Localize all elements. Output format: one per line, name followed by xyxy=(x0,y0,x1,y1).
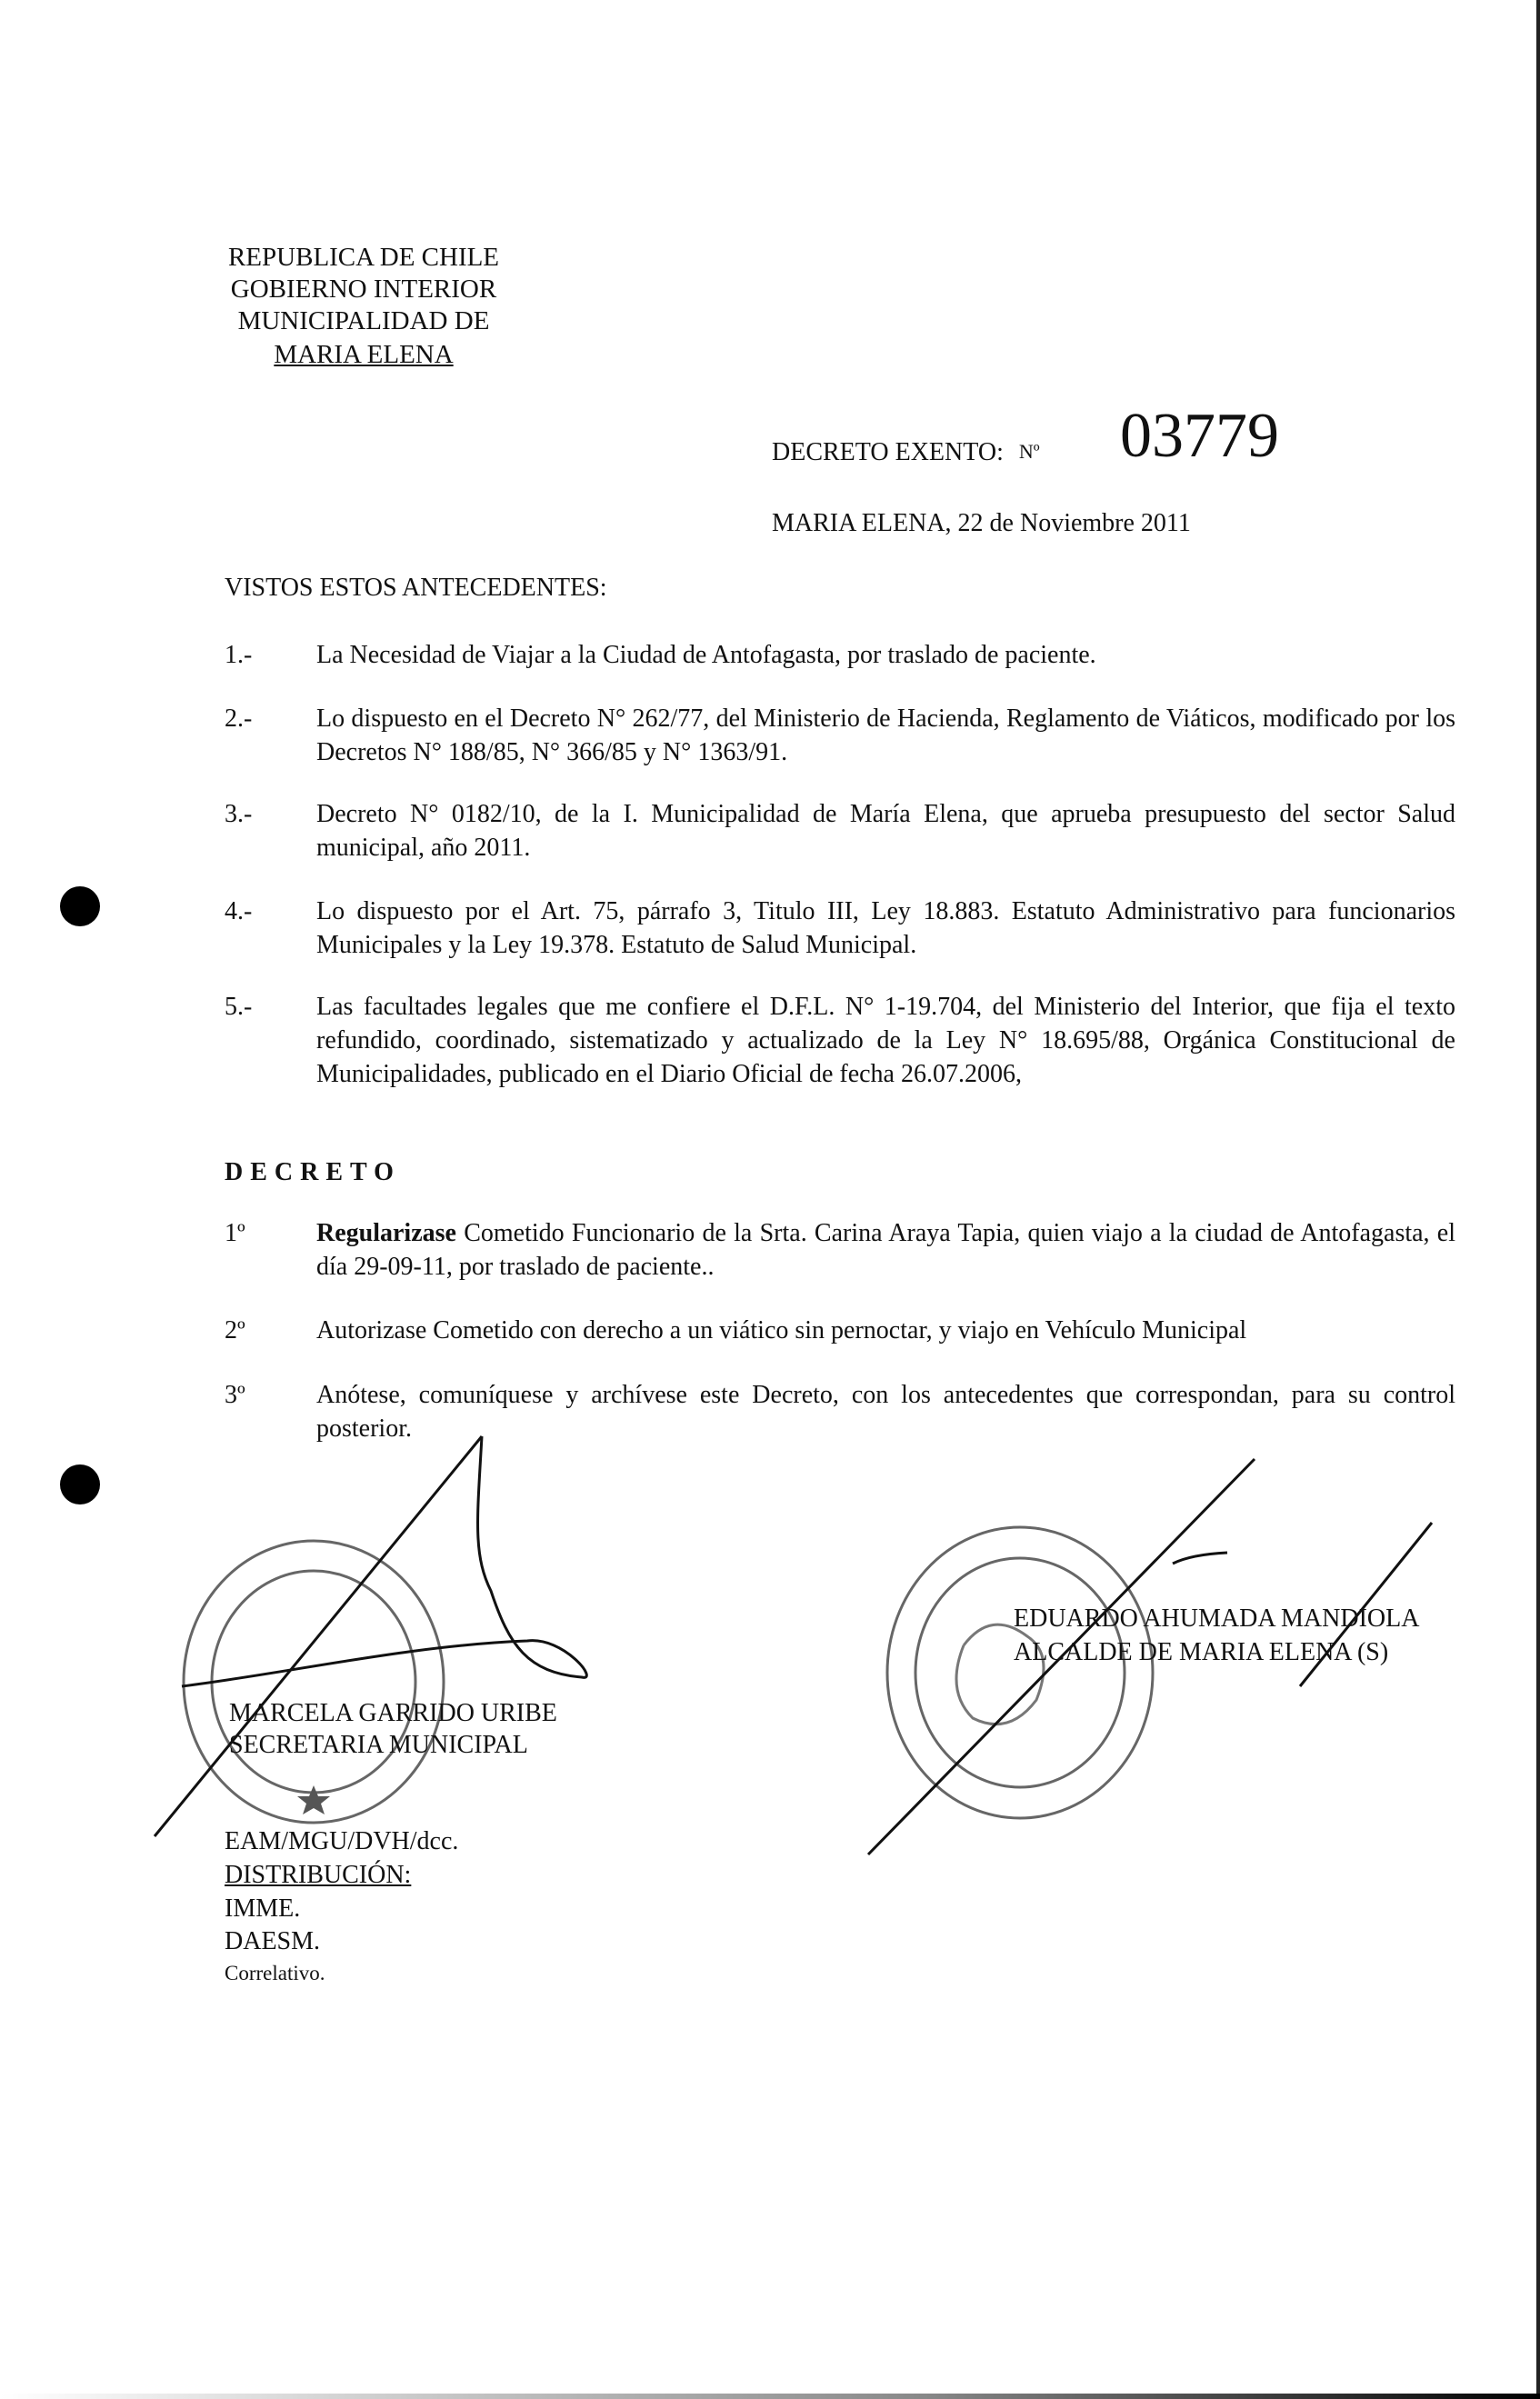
scan-edge-right xyxy=(1536,0,1540,2399)
right-signer-role: ALCALDE DE MARIA ELENA (S) xyxy=(1014,1638,1389,1666)
punch-hole xyxy=(60,886,100,926)
decree-no-label: Nº xyxy=(1018,440,1040,463)
left-signer-name: MARCELA GARRIDO URIBE xyxy=(229,1699,557,1727)
distribution-title: DISTRIBUCIÓN: xyxy=(225,1861,412,1889)
star-icon xyxy=(297,1785,330,1814)
decree-label: DECRETO EXENTO: xyxy=(772,438,1004,466)
correlativo: Correlativo. xyxy=(225,1962,325,1984)
item-text: Lo dispuesto en el Decreto N° 262/77, del Ministerio de Hacienda, Reglamento de Viáticos, modificado por los Decretos N° 188/85, N° 366/85 y N° 1363/91. xyxy=(316,705,1455,766)
article-number: 2º xyxy=(225,1316,245,1344)
article-bold: Regularizase xyxy=(316,1219,456,1247)
left-signer-role: SECRETARIA MUNICIPAL xyxy=(229,1731,528,1759)
decreto-title: DECRETO xyxy=(225,1158,401,1186)
item-number: 4.- xyxy=(225,897,253,925)
decree-heading xyxy=(772,435,1040,469)
header-line: MUNICIPALIDAD DE xyxy=(237,306,490,335)
item-number: 3.- xyxy=(225,800,253,828)
header-line: GOBIERNO INTERIOR xyxy=(230,275,497,304)
header-line: MARIA ELENA xyxy=(274,340,454,369)
item-text: Decreto N° 0182/10, de la I. Municipalidad de María Elena, que aprueba presupuesto del sector Salud municipal, año 2011. xyxy=(316,800,1455,862)
article-number: 3º xyxy=(225,1381,245,1409)
item-text: Lo dispuesto por el Art. 75, párrafo 3, Titulo III, Ley 18.883. Estatuto Administrativo para funcionarios Municipales y la Ley 19.378. Estatuto de Salud Municipal. xyxy=(316,897,1455,959)
article-text: Autorizase Cometido con derecho a un viático sin pernoctar, y viajo en Vehículo Municipal xyxy=(316,1316,1247,1344)
header-line: REPUBLICA DE CHILE xyxy=(227,243,500,272)
item-number: 5.- xyxy=(225,993,253,1021)
article-number: 1º xyxy=(225,1219,245,1247)
article-text: Anótese, comuníquese y archívese este Decreto, con los antecedentes que correspondan, para su control posterior. xyxy=(316,1381,1455,1443)
item-text: La Necesidad de Viajar a la Ciudad de Antofagasta, por traslado de paciente. xyxy=(316,641,1096,669)
article-body: Cometido Funcionario de la Srta. Carina Araya Tapia, quien viajo a la ciudad de Antofagasta, el día 29-09-11, por traslado de paciente.. xyxy=(316,1219,1455,1281)
distribution-item: IMME. xyxy=(225,1894,301,1923)
item-number: 1.- xyxy=(225,641,253,669)
mayor-stamp xyxy=(887,1527,1153,1818)
scan-edge-bottom xyxy=(0,2394,1540,2399)
article-text xyxy=(316,1216,1455,1284)
vistos-title: VISTOS ESTOS ANTECEDENTES: xyxy=(225,574,607,602)
item-text: Las facultades legales que me confiere el D.F.L. N° 1-19.704, del Ministerio del Interior, que fija el texto refundido, coordinado, sistematizado y actualizado de la Ley N° 18.695/88, Orgánica Constitucional de Municipalidades, publicado en el Diario Oficial de fecha 26.07.2006, xyxy=(316,993,1455,1088)
decree-number: 03779 xyxy=(1120,401,1279,471)
right-signer-name: EDUARDO AHUMADA MANDIOLA xyxy=(1014,1604,1420,1633)
date-line: MARIA ELENA, 22 de Noviembre 2011 xyxy=(772,509,1191,537)
distribution-item: DAESM. xyxy=(225,1927,321,1955)
initials: EAM/MGU/DVH/dcc. xyxy=(225,1827,459,1855)
item-number: 2.- xyxy=(225,705,253,733)
